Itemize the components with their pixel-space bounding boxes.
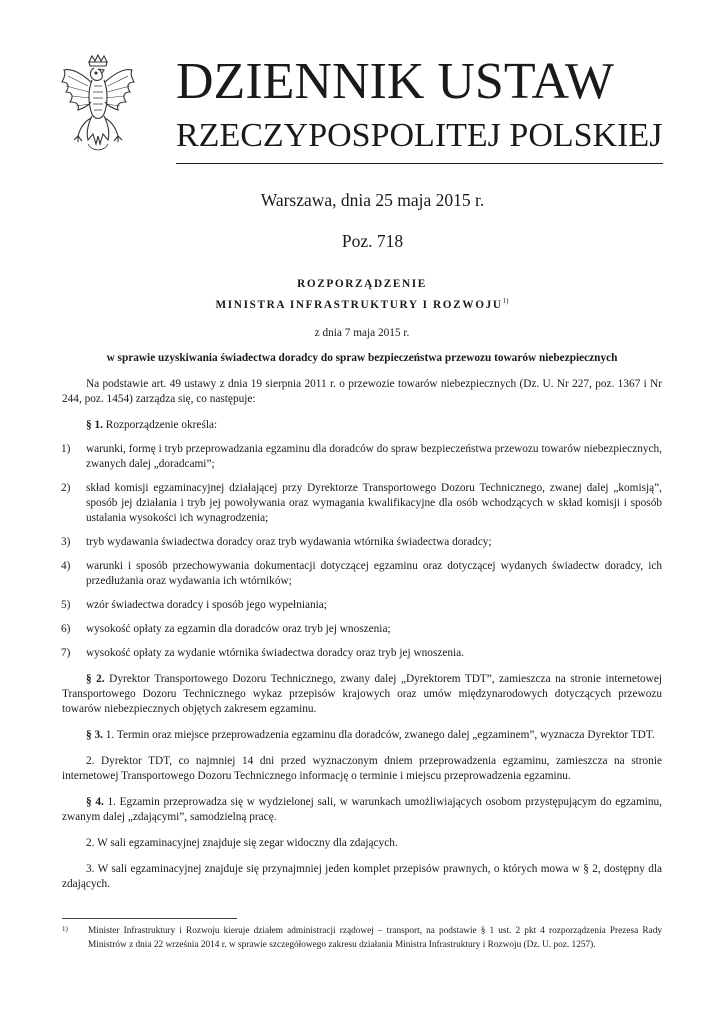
masthead bbox=[176, 52, 664, 156]
document-body bbox=[62, 276, 662, 892]
list-item-number: 3) bbox=[61, 535, 71, 548]
section-4-paragraph-1 bbox=[62, 795, 662, 825]
list-item-number: 7) bbox=[61, 646, 71, 659]
issue-place-date: Warszawa, dnia 25 maja 2015 r. bbox=[260, 190, 485, 210]
list-item-text: wzór świadectwa doradcy i sposób jego wypełniania; bbox=[86, 598, 327, 611]
act-subject: w sprawie uzyskiwania świadectwa doradcy do spraw bezpieczeństwa przewozu towarów niebezpiecznych bbox=[106, 351, 618, 364]
section-3-paragraph-2: 2. Dyrektor TDT, co najmniej 14 dni przed wyznaczonym dniem przeprowadzenia egzaminu, zamieszcza na stronie internetowej Transportowego Dozoru Technicznego informację o terminie i miejscu przeprowadzenia egzaminu. bbox=[62, 754, 662, 782]
list-item-text: warunki i sposób przechowywania dokumentacji dotyczącej egzaminu oraz dotyczącej wydanych świadectw doradcy, ich przedłużania oraz wydawania ich wtórników; bbox=[86, 559, 662, 587]
section-3-marker: § 3. bbox=[86, 728, 103, 741]
section-1-intro-text: Rozporządzenie określa: bbox=[105, 418, 218, 431]
footnote-text: Minister Infrastruktury i Rozwoju kieruje działem administracji rządowej – transport, na podstawie § 1 ust. 2 pkt 4 rozporządzenia Prezesa Rady Ministrów z dnia 22 września 2014 r. w sprawie szczegółowego zakresu działania Ministra Infrastruktury i Rozwoju (Dz. U. poz. 1257). bbox=[88, 926, 662, 950]
list-item-text: wysokość opłaty za wydanie wtórnika świadectwa doradcy oraz tryb jej wnoszenia. bbox=[86, 646, 465, 659]
masthead-rule bbox=[176, 163, 663, 164]
footnote-ref[interactable]: 1) bbox=[502, 297, 509, 305]
list-item-text: wysokość opłaty za egzamin dla doradców oraz tryb jej wnoszenia; bbox=[86, 622, 391, 635]
section-1-marker: § 1. bbox=[86, 418, 103, 431]
section-2-marker: § 2. bbox=[86, 672, 105, 685]
issue-position: Poz. 718 bbox=[341, 231, 404, 251]
section-1-list bbox=[62, 442, 662, 661]
section-1-intro bbox=[62, 418, 662, 433]
preamble: Na podstawie art. 49 ustawy z dnia 19 sierpnia 2011 r. o przewozie towarów niebezpiecznych (Dz. U. Nr 227, poz. 1367 i Nr 244, poz. 1454) zarządza się, co następuje: bbox=[62, 377, 662, 405]
section-2 bbox=[62, 672, 662, 717]
section-4-paragraph-2: 2. W sali egzaminacyjnej znajduje się zegar widoczny dla zdających. bbox=[86, 836, 398, 849]
list-item-number: 6) bbox=[61, 622, 71, 635]
list-item bbox=[62, 535, 662, 550]
footnote bbox=[62, 925, 662, 952]
list-item-text: warunki, formę i tryb przeprowadzania egzaminu dla doradców do spraw bezpieczeństwa przewozu towarów niebezpiecznych, zwanych dalej „doradcami”; bbox=[86, 442, 662, 470]
list-item bbox=[62, 622, 662, 637]
act-issuer bbox=[62, 293, 662, 314]
section-2-text: Dyrektor Transportowego Dozoru Technicznego, zwany dalej „Dyrektorem TDT”, zamieszcza na stronie internetowej Transportowego Dozoru Technicznego wykaz przepisów krajowych oraz umów międzynarodowych dotyczących przewozu towarów niebezpiecznych objętych zakresem egzaminu. bbox=[62, 672, 662, 715]
footnote-marker: 1) bbox=[62, 925, 68, 933]
list-item bbox=[62, 646, 662, 661]
footnote-rule bbox=[62, 918, 237, 919]
list-item bbox=[62, 481, 662, 526]
section-4-p1-text: 1. Egzamin przeprowadza się w wydzielonej sali, w warunkach umożliwiających osobom przystępującym do egzaminu, zwanym dalej „zdającymi”, samodzielną pracę. bbox=[62, 795, 662, 823]
list-item bbox=[62, 559, 662, 589]
section-4-marker: § 4. bbox=[86, 795, 104, 808]
list-item-number: 4) bbox=[61, 559, 71, 572]
list-item-text: skład komisji egzaminacyjnej działającej przy Dyrektorze Transportowego Dozoru Technicznego, zwanej dalej „komisją”, sposób jej działania i tryb jej powoływania oraz wymagania kwalifikacyjne dla osób wchodzących w skład komisji i sposób ustalania wysokości ich wynagrodzenia; bbox=[86, 481, 662, 524]
act-date: z dnia 7 maja 2015 r. bbox=[314, 326, 410, 339]
journal-title: DZIENNIK USTAW bbox=[176, 53, 614, 110]
section-3-p1-text: 1. Termin oraz miejsce przeprowadzenia egzaminu dla doradców, zwanego dalej „egzaminem”, wyznacza Dyrektor TDT. bbox=[105, 728, 655, 741]
list-item bbox=[62, 442, 662, 472]
act-type: ROZPORZĄDZENIE bbox=[297, 278, 427, 290]
section-4-paragraph-3: 3. W sali egzaminacyjnej znajduje się przynajmniej jeden komplet przepisów prawnych, o których mowa w § 2, dostępny dla zdających. bbox=[62, 862, 662, 890]
journal-subtitle: RZECZYPOSPOLITEJ POLSKIEJ bbox=[176, 117, 663, 154]
polish-eagle-emblem-icon bbox=[58, 54, 138, 158]
list-item-number: 2) bbox=[61, 481, 71, 494]
section-3-paragraph-1 bbox=[62, 728, 662, 743]
act-issuer-text: MINISTRA INFRASTRUKTURY I ROZWOJU bbox=[215, 298, 503, 311]
list-item bbox=[62, 598, 662, 613]
list-item-number: 5) bbox=[61, 598, 71, 611]
list-item-number: 1) bbox=[61, 442, 71, 455]
list-item-text: tryb wydawania świadectwa doradcy oraz tryb wydawania wtórnika świadectwa doradcy; bbox=[86, 535, 492, 548]
